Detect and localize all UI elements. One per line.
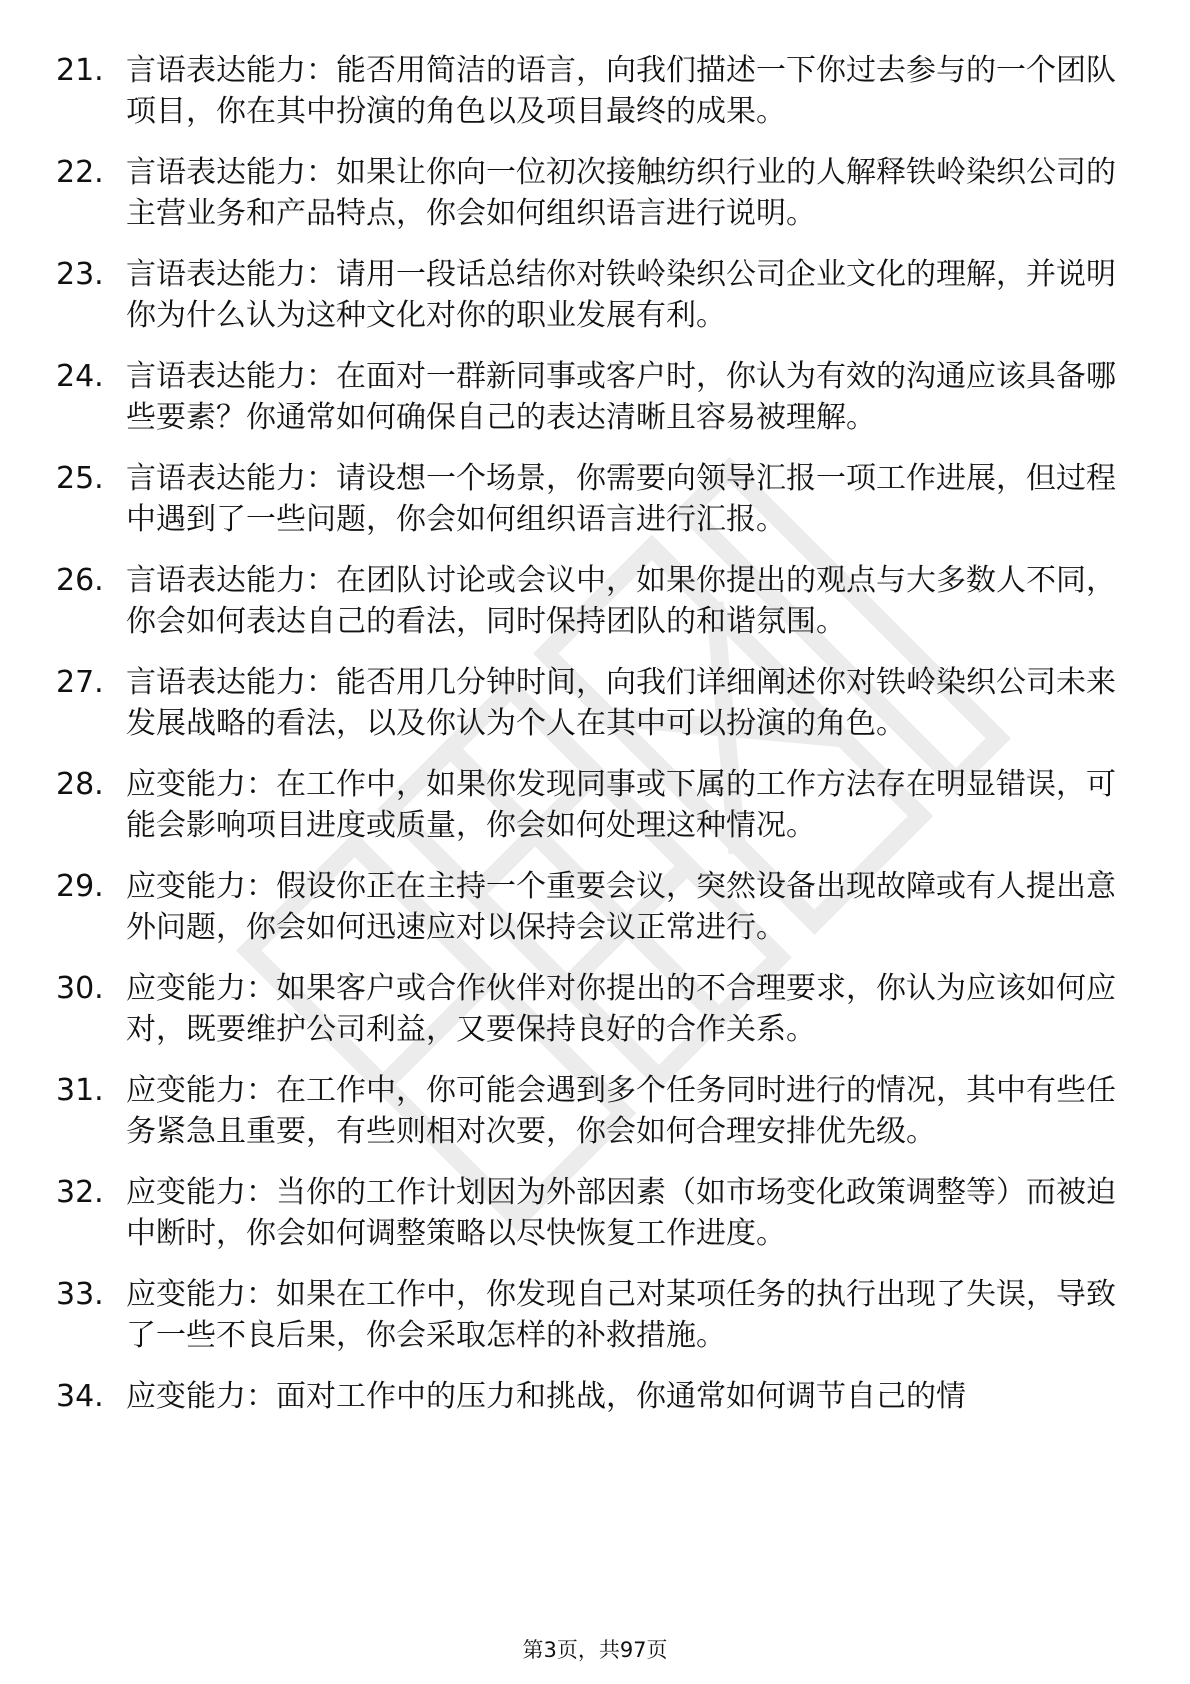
question-item [56, 152, 1136, 234]
question-number: 27. [56, 665, 104, 700]
question-text: 言语表达能力：请用一段话总结你对铁岭染织公司企业文化的理解，并说明你为什么认为这种文化对你的职业发展有利。 [126, 257, 1116, 333]
question-text: 应变能力：如果客户或合作伙伴对你提出的不合理要求，你认为应该如何应对，既要维护公司利益，又要保持良好的合作关系。 [126, 971, 1116, 1047]
question-text: 应变能力：当你的工作计划因为外部因素（如市场变化政策调整等）而被迫中断时，你会如何调整策略以尽快恢复工作进度。 [126, 1175, 1116, 1251]
question-item [56, 50, 1136, 132]
question-number: 32. [56, 1175, 104, 1210]
question-item [56, 254, 1136, 336]
question-item [56, 968, 1136, 1050]
question-text: 应变能力：在工作中，你可能会遇到多个任务同时进行的情况，其中有些任务紧急且重要，有些则相对次要，你会如何合理安排优先级。 [126, 1073, 1116, 1149]
question-item [56, 458, 1136, 540]
question-item [56, 1376, 1136, 1417]
question-number: 28. [56, 767, 104, 802]
question-number: 22. [56, 155, 104, 190]
question-text: 应变能力：面对工作中的压力和挑战，你通常如何调节自己的情 [126, 1379, 966, 1414]
question-text: 言语表达能力：请设想一个场景，你需要向领导汇报一项工作进展，但过程中遇到了一些问题，你会如何组织语言进行汇报。 [126, 461, 1116, 537]
question-item [56, 560, 1136, 642]
question-item [56, 356, 1136, 438]
question-number: 30. [56, 971, 104, 1006]
question-list [56, 50, 1136, 1437]
question-number: 25. [56, 461, 104, 496]
question-number: 33. [56, 1277, 104, 1312]
question-number: 24. [56, 359, 104, 394]
question-item [56, 662, 1136, 744]
question-text: 言语表达能力：如果让你向一位初次接触纺织行业的人解释铁岭染织公司的主营业务和产品特点，你会如何组织语言进行说明。 [126, 155, 1116, 231]
question-number: 23. [56, 257, 104, 292]
question-number: 29. [56, 869, 104, 904]
question-item [56, 764, 1136, 846]
question-text: 言语表达能力：在团队讨论或会议中，如果你提出的观点与大多数人不同，你会如何表达自己的看法，同时保持团队的和谐氛围。 [126, 563, 1116, 639]
question-item [56, 1172, 1136, 1254]
question-text: 应变能力：如果在工作中，你发现自己对某项任务的执行出现了失误，导致了一些不良后果，你会采取怎样的补救措施。 [126, 1277, 1116, 1353]
question-text: 言语表达能力：能否用简洁的语言，向我们描述一下你过去参与的一个团队项目，你在其中扮演的角色以及项目最终的成果。 [126, 53, 1116, 129]
question-text: 应变能力：在工作中，如果你发现同事或下属的工作方法存在明显错误，可能会影响项目进度或质量，你会如何处理这种情况。 [126, 767, 1116, 843]
question-text: 言语表达能力：能否用几分钟时间，向我们详细阐述你对铁岭染织公司未来发展战略的看法，以及你认为个人在其中可以扮演的角色。 [126, 665, 1116, 741]
question-number: 21. [56, 53, 104, 88]
question-number: 34. [56, 1379, 104, 1414]
question-number: 26. [56, 563, 104, 598]
question-text: 应变能力：假设你正在主持一个重要会议，突然设备出现故障或有人提出意外问题，你会如何迅速应对以保持会议正常进行。 [126, 869, 1116, 945]
question-item [56, 1274, 1136, 1356]
question-text: 言语表达能力：在面对一群新同事或客户时，你认为有效的沟通应该具备哪些要素？你通常如何确保自己的表达清晰且容易被理解。 [126, 359, 1116, 435]
question-item [56, 866, 1136, 948]
question-number: 31. [56, 1073, 104, 1108]
page-number: 第3页，共97页 [522, 1638, 668, 1662]
question-item [56, 1070, 1136, 1152]
